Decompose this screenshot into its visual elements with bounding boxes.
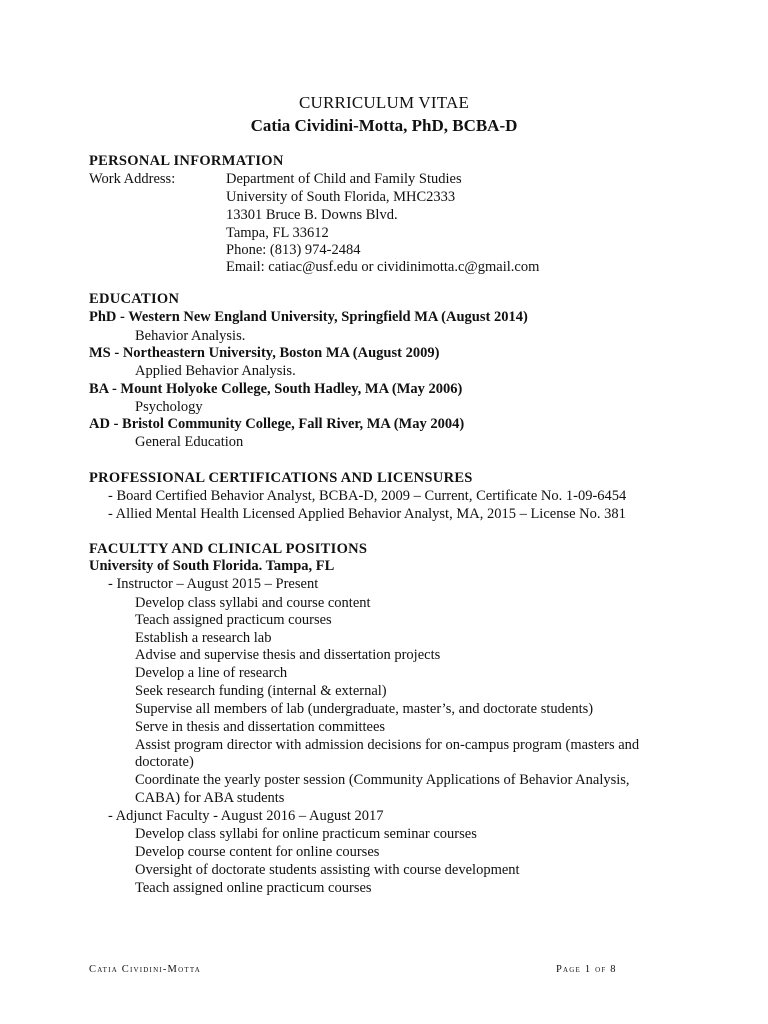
duty-item: Assist program director with admission decisions for on-campus program (masters and (135, 737, 640, 753)
address-line: Department of Child and Family Studies (226, 171, 462, 187)
duty-item: Advise and supervise thesis and dissertation projects (135, 647, 441, 663)
duty-item: doctorate) (135, 754, 194, 770)
duty-item: Oversight of doctorate students assisting with course development (135, 862, 520, 878)
work-address-label: Work Address: (89, 171, 176, 187)
address-line: Tampa, FL 33612 (226, 225, 329, 241)
duty-item: Teach assigned online practicum courses (135, 880, 372, 896)
role-title: - Instructor – August 2015 – Present (108, 576, 319, 592)
degree-entry: PhD - Western New England University, Springfield MA (August 2014) (89, 309, 528, 325)
section-heading-certifications: PROFESSIONAL CERTIFICATIONS AND LICENSURES (89, 470, 473, 486)
certification-item: - Board Certified Behavior Analyst, BCBA-D, 2009 – Current, Certificate No. 1-09-6454 (108, 488, 627, 504)
duty-item: Supervise all members of lab (undergraduate, master’s, and doctorate students) (135, 701, 594, 717)
duty-item: Serve in thesis and dissertation committees (135, 719, 386, 735)
author-name: Catia Cividini-Motta, PhD, BCBA-D (250, 116, 518, 135)
degree-entry: BA - Mount Holyoke College, South Hadley, MA (May 2006) (89, 381, 463, 397)
address-line: University of South Florida, MHC2333 (226, 189, 456, 205)
section-heading-education: EDUCATION (89, 291, 180, 307)
degree-entry: AD - Bristol Community College, Fall River, MA (May 2004) (89, 416, 465, 432)
certification-item: - Allied Mental Health Licensed Applied Behavior Analyst, MA, 2015 – License No. 381 (108, 506, 626, 522)
footer-page-number: Page 1 of 8 (556, 964, 617, 975)
degree-field: Applied Behavior Analysis. (135, 363, 296, 379)
section-heading-personal: PERSONAL INFORMATION (89, 153, 284, 169)
degree-entry: MS - Northeastern University, Boston MA (August 2009) (89, 345, 440, 361)
duty-item: Teach assigned practicum courses (135, 612, 332, 628)
duty-item: Develop class syllabi for online practicum seminar courses (135, 826, 477, 842)
section-heading-positions: FACULTTY AND CLINICAL POSITIONS (89, 541, 368, 557)
degree-field: General Education (135, 434, 244, 450)
duty-item: Develop a line of research (135, 665, 288, 681)
phone-line: Phone: (813) 974-2484 (226, 242, 361, 258)
duty-item: Seek research funding (internal & external) (135, 683, 387, 699)
duty-item: CABA) for ABA students (135, 790, 285, 806)
role-title: - Adjunct Faculty - August 2016 – August 2017 (108, 808, 384, 824)
email-line: Email: catiac@usf.edu or cividinimotta.c@gmail.com (226, 259, 540, 275)
degree-field: Psychology (135, 399, 203, 415)
duty-item: Establish a research lab (135, 630, 272, 646)
duty-item: Develop class syllabi and course content (135, 595, 371, 611)
footer-author: Catia Cividini-Motta (89, 964, 201, 975)
document-title: CURRICULUM VITAE (298, 93, 470, 112)
institution-name: University of South Florida. Tampa, FL (89, 558, 335, 574)
duty-item: Develop course content for online courses (135, 844, 380, 860)
duty-item: Coordinate the yearly poster session (Community Applications of Behavior Analysis, (135, 772, 630, 788)
degree-field: Behavior Analysis. (135, 328, 246, 344)
address-line: 13301 Bruce B. Downs Blvd. (226, 207, 398, 223)
